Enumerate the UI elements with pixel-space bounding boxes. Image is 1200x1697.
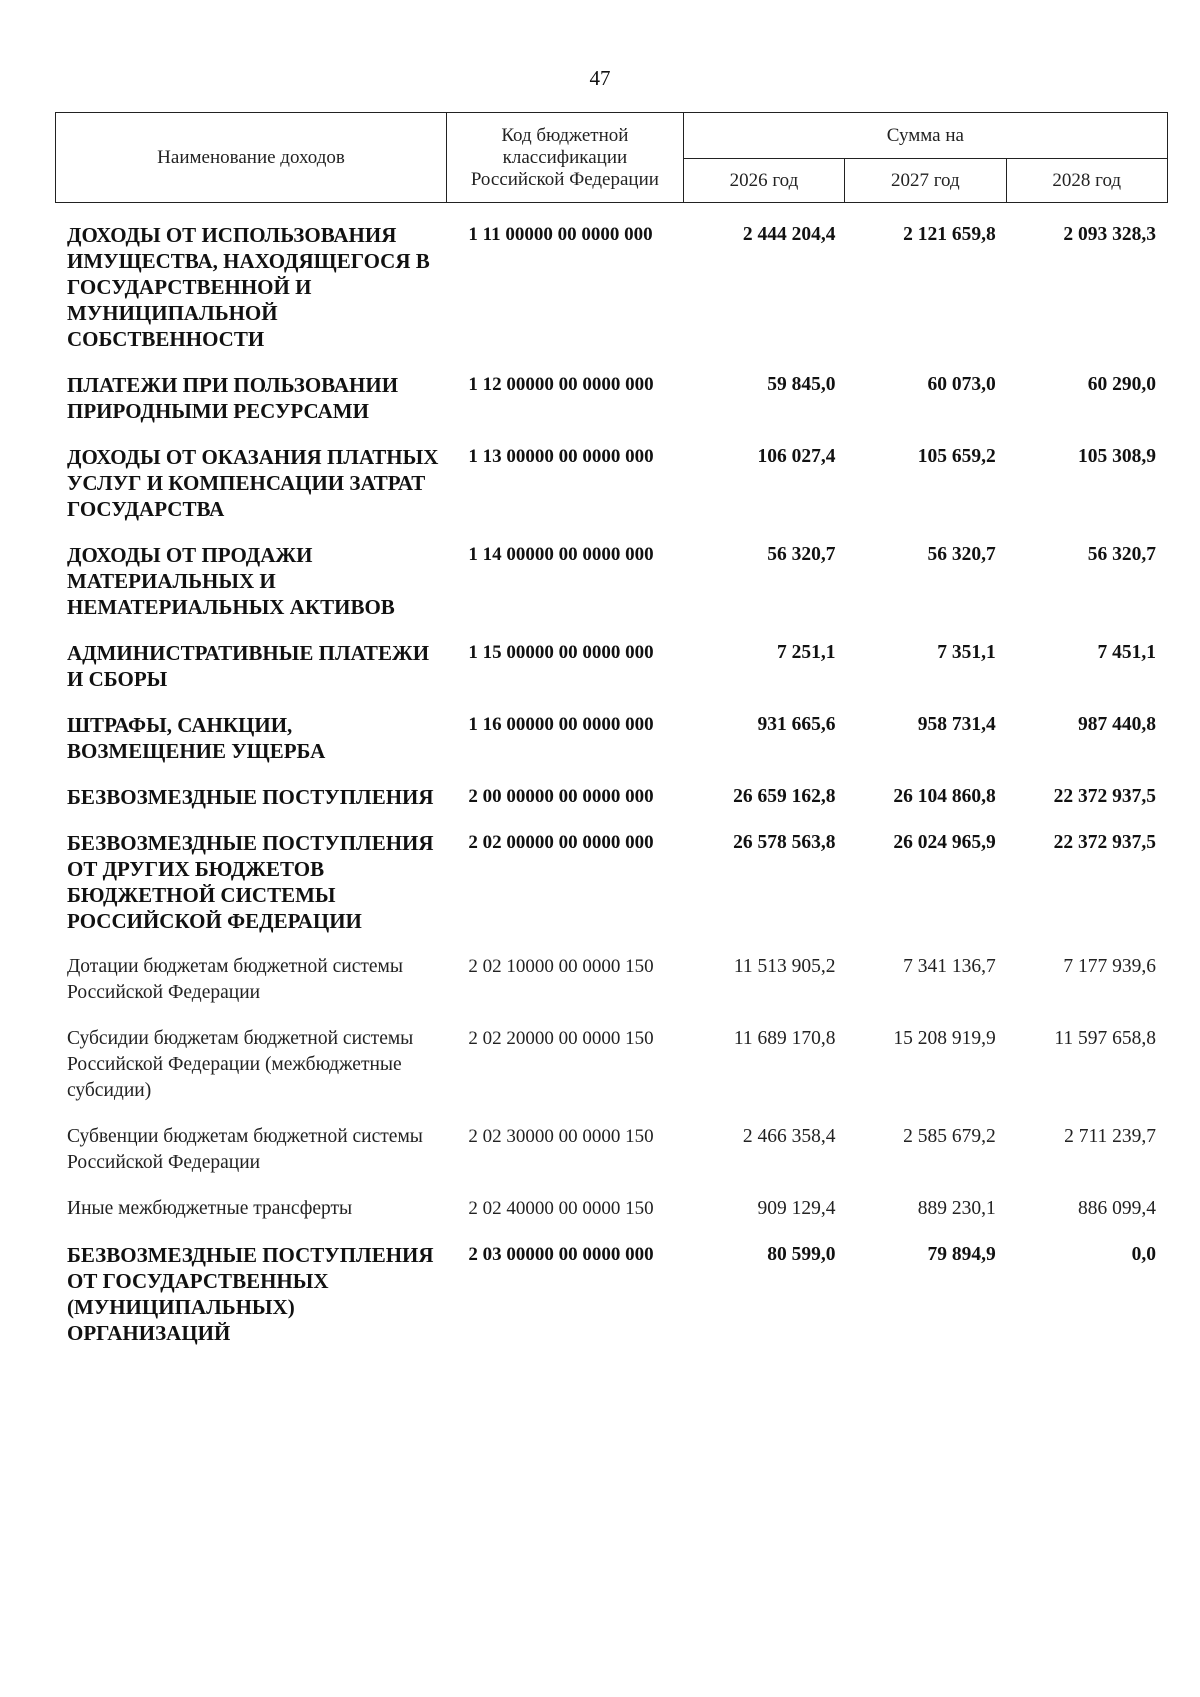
header-code-line: Российской Федерации (470, 168, 659, 190)
row-value-2027: 889 230,1 (917, 1198, 996, 1219)
table-row-group (55, 784, 1168, 830)
row-value-2028: 60 290,0 (1087, 374, 1156, 395)
row-name: ПЛАТЕЖИ ПРИ ПОЛЬЗОВАНИИ ПРИРОДНЫМИ РЕСУРСАМИ (67, 373, 399, 423)
row-code: 1 11 00000 00 0000 000 (468, 224, 653, 245)
row-name: ДОХОДЫ ОТ ПРОДАЖИ МАТЕРИАЛЬНЫХ И НЕМАТЕРИАЛЬНЫХ АКТИВОВ (67, 543, 395, 619)
row-value-2026: 11 513 905,2 (733, 956, 836, 977)
row-value-2026: 106 027,4 (757, 446, 836, 467)
table-row (55, 1124, 1168, 1196)
row-value-2028: 2 093 328,3 (1063, 224, 1156, 245)
row-value-2028: 105 308,9 (1078, 446, 1156, 467)
table-row-group (55, 222, 1168, 372)
header-sum-column: Сумма на (683, 113, 1167, 159)
row-code: 2 02 30000 00 0000 150 (468, 1126, 654, 1147)
header-year-2027: 2027 год (845, 159, 1006, 203)
row-name: АДМИНИСТРАТИВНЫЕ ПЛАТЕЖИ И СБОРЫ (67, 641, 430, 691)
row-value-2026: 26 578 563,8 (733, 832, 836, 853)
row-value-2028: 886 099,4 (1078, 1198, 1156, 1219)
header-name-column: Наименование доходов (56, 113, 447, 203)
row-name: ДОХОДЫ ОТ ИСПОЛЬЗОВАНИЯ ИМУЩЕСТВА, НАХОДЯЩЕГОСЯ В ГОСУДАРСТВЕННОЙ И МУНИЦИПАЛЬНОЙ СОБСТВЕННОСТИ (67, 223, 430, 351)
row-name: Иные межбюджетные трансферты (67, 1198, 353, 1219)
row-value-2027: 26 024 965,9 (893, 832, 996, 853)
header-year-2028: 2028 год (1006, 159, 1167, 203)
row-value-2026: 80 599,0 (767, 1244, 836, 1265)
header-code-line: классификации (502, 146, 628, 168)
row-code: 1 13 00000 00 0000 000 (468, 446, 654, 467)
row-value-2027: 7 351,1 (937, 642, 996, 663)
row-value-2028: 11 597 658,8 (1054, 1028, 1156, 1049)
row-value-2028: 56 320,7 (1087, 544, 1156, 565)
row-name: ДОХОДЫ ОТ ОКАЗАНИЯ ПЛАТНЫХ УСЛУГ И КОМПЕНСАЦИИ ЗАТРАТ ГОСУДАРСТВА (67, 445, 439, 521)
row-value-2028: 22 372 937,5 (1053, 832, 1156, 853)
table-header (55, 112, 1168, 203)
row-code: 2 00 00000 00 0000 000 (468, 786, 654, 807)
row-code: 2 02 40000 00 0000 150 (468, 1198, 654, 1219)
row-value-2027: 15 208 919,9 (893, 1028, 996, 1049)
table-row-group (55, 712, 1168, 784)
table-row (55, 954, 1168, 1026)
row-value-2027: 7 341 136,7 (903, 956, 996, 977)
table-row-group (55, 830, 1168, 954)
row-value-2027: 105 659,2 (917, 446, 996, 467)
row-value-2027: 79 894,9 (927, 1244, 996, 1265)
table-row-group (55, 640, 1168, 712)
table-row (55, 1026, 1168, 1124)
header-code-line: Код бюджетной (501, 124, 629, 146)
header-year-2026: 2026 год (683, 159, 844, 203)
row-value-2026: 2 466 358,4 (742, 1126, 836, 1147)
row-value-2028: 7 177 939,6 (1063, 956, 1156, 977)
row-value-2027: 2 585 679,2 (903, 1126, 996, 1147)
row-value-2026: 2 444 204,4 (742, 224, 836, 245)
row-value-2028: 7 451,1 (1097, 642, 1156, 663)
table-row-group (55, 542, 1168, 640)
row-name: БЕЗВОЗМЕЗДНЫЕ ПОСТУПЛЕНИЯ ОТ ДРУГИХ БЮДЖЕТОВ БЮДЖЕТНОЙ СИСТЕМЫ РОССИЙСКОЙ ФЕДЕРАЦИИ (67, 831, 434, 933)
row-name: Дотации бюджетам бюджетной системы Российской Федерации (67, 956, 403, 1003)
header-code-column (447, 113, 684, 203)
row-code: 1 12 00000 00 0000 000 (468, 374, 654, 395)
row-value-2026: 7 251,1 (777, 642, 836, 663)
row-value-2027: 26 104 860,8 (893, 786, 996, 807)
row-value-2027: 958 731,4 (917, 714, 996, 735)
row-value-2028: 0,0 (1131, 1244, 1156, 1265)
row-code: 2 02 10000 00 0000 150 (468, 956, 654, 977)
row-name: БЕЗВОЗМЕЗДНЫЕ ПОСТУПЛЕНИЯ (67, 785, 434, 809)
row-name: Субсидии бюджетам бюджетной системы Российской Федерации (межбюджетные субсидии) (67, 1028, 414, 1101)
page-number: 47 (589, 66, 611, 90)
row-value-2026: 56 320,7 (767, 544, 836, 565)
revenue-rows (55, 222, 1168, 1366)
row-code: 1 15 00000 00 0000 000 (468, 642, 654, 663)
row-value-2027: 60 073,0 (927, 374, 996, 395)
row-name: БЕЗВОЗМЕЗДНЫЕ ПОСТУПЛЕНИЯ ОТ ГОСУДАРСТВЕННЫХ (МУНИЦИПАЛЬНЫХ) ОРГАНИЗАЦИЙ (67, 1243, 434, 1345)
row-code: 2 02 00000 00 0000 000 (468, 832, 654, 853)
table-row-group (55, 372, 1168, 444)
row-value-2027: 2 121 659,8 (903, 224, 996, 245)
row-value-2026: 11 689 170,8 (733, 1028, 836, 1049)
revenue-table (55, 222, 1168, 1366)
row-value-2027: 56 320,7 (927, 544, 996, 565)
row-name: Субвенции бюджетам бюджетной системы Российской Федерации (67, 1126, 423, 1173)
row-value-2028: 2 711 239,7 (1064, 1126, 1156, 1147)
row-value-2026: 909 129,4 (757, 1198, 836, 1219)
row-code: 2 03 00000 00 0000 000 (468, 1244, 654, 1265)
row-name: ШТРАФЫ, САНКЦИИ, ВОЗМЕЩЕНИЕ УЩЕРБА (67, 713, 326, 763)
row-value-2026: 26 659 162,8 (733, 786, 836, 807)
row-code: 2 02 20000 00 0000 150 (468, 1028, 654, 1049)
table-row-group (55, 1242, 1168, 1366)
row-value-2028: 987 440,8 (1078, 714, 1156, 735)
row-value-2026: 59 845,0 (767, 374, 836, 395)
row-value-2026: 931 665,6 (757, 714, 836, 735)
row-value-2028: 22 372 937,5 (1053, 786, 1156, 807)
row-code: 1 16 00000 00 0000 000 (468, 714, 654, 735)
table-row (55, 1196, 1168, 1242)
row-code: 1 14 00000 00 0000 000 (468, 544, 654, 565)
table-row-group (55, 444, 1168, 542)
